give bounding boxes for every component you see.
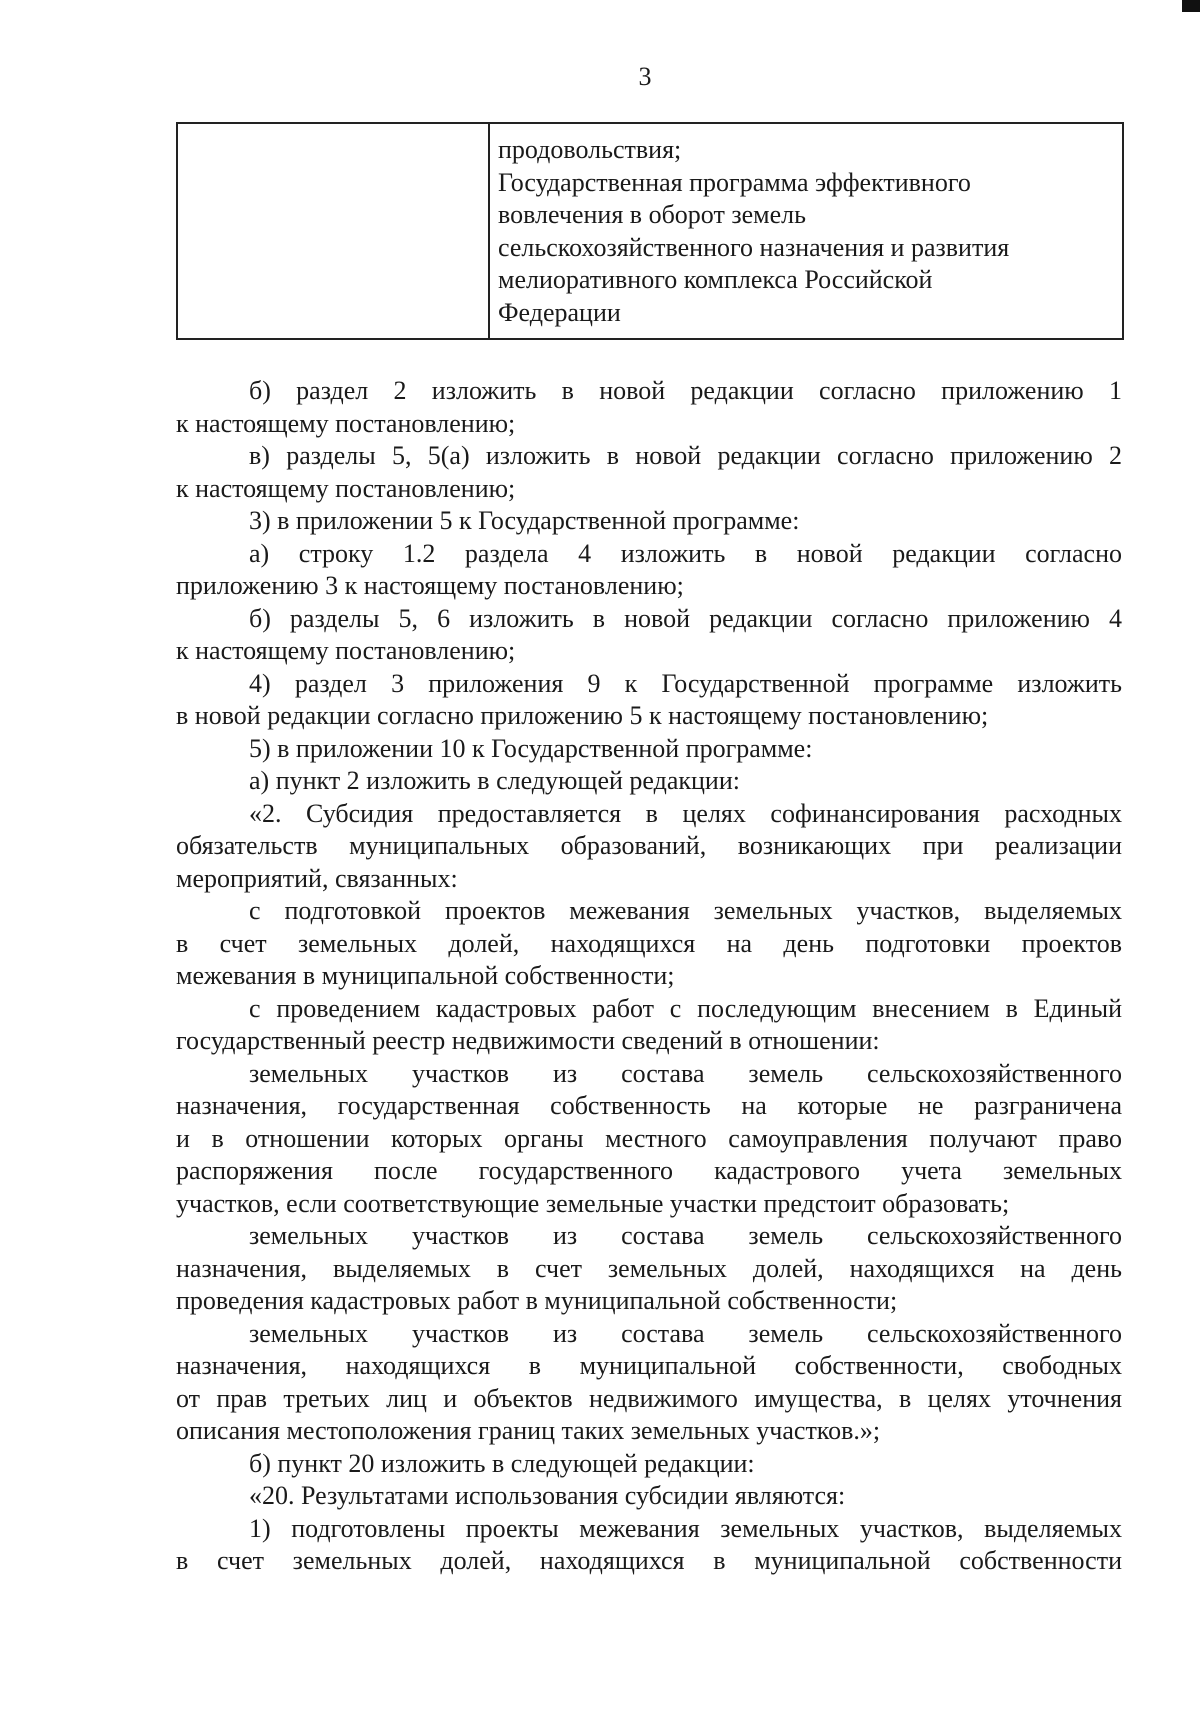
text-line: в счет земельных долей, находящихся в муниципальной собственности	[176, 1546, 1122, 1575]
table-line: мелиоративного комплекса Российской	[498, 265, 933, 295]
text-line: б) пункт 20 изложить в следующей редакции:	[249, 1448, 755, 1478]
document-body	[176, 375, 1122, 1578]
text-line: государственный реестр недвижимости сведений в отношении:	[176, 1026, 880, 1055]
text-line: обязательств муниципальных образований, возникающих при реализации	[176, 831, 1122, 860]
table-line: вовлечения в оборот земель	[498, 200, 806, 230]
text-line: земельных участков из состава земель сельскохозяйственного	[249, 1058, 1122, 1088]
text-line: в новой редакции согласно приложению 5 к настоящему постановлению;	[176, 701, 989, 730]
text-line: 3) в приложении 5 к Государственной программе:	[249, 506, 800, 535]
text-line: к настоящему постановлению;	[176, 473, 516, 503]
text-line: а) строку 1.2 раздела 4 изложить в новой редакции согласно	[249, 538, 1122, 568]
table-cell-right	[490, 124, 1122, 338]
text-line: межевания в муниципальной собственности;	[176, 961, 675, 990]
text-line: в) разделы 5, 5(а) изложить в новой редакции согласно приложению 2	[249, 441, 1122, 470]
table-line: сельскохозяйственного назначения и развития	[498, 232, 1010, 262]
text-line: земельных участков из состава земель сельскохозяйственного	[249, 1318, 1122, 1348]
text-line: 1) подготовлены проекты межевания земельных участков, выделяемых	[249, 1513, 1122, 1543]
text-line: в счет земельных долей, находящихся на день подготовки проектов	[176, 928, 1122, 958]
text-line: распоряжения после государственного кадастрового учета земельных	[176, 1156, 1122, 1185]
text-line: земельных участков из состава земель сельскохозяйственного	[249, 1221, 1122, 1250]
text-line: назначения, находящихся в муниципальной собственности, свободных	[176, 1351, 1122, 1380]
text-line: назначения, выделяемых в счет земельных долей, находящихся на день	[176, 1253, 1122, 1283]
page-number: 3	[638, 62, 652, 91]
text-line: б) разделы 5, 6 изложить в новой редакции согласно приложению 4	[249, 603, 1122, 633]
text-line: «20. Результатами использования субсидии являются:	[249, 1481, 846, 1510]
text-line: проведения кадастровых работ в муниципальной собственности;	[176, 1286, 898, 1315]
text-line: от прав третьих лиц и объектов недвижимого имущества, в целях уточнения	[176, 1383, 1122, 1413]
table-line: Государственная программа эффективного	[498, 167, 971, 197]
text-line: к настоящему постановлению;	[176, 408, 516, 438]
text-line: мероприятий, связанных:	[176, 863, 458, 893]
text-line: с подготовкой проектов межевания земельных участков, выделяемых	[249, 896, 1122, 925]
text-line: 5) в приложении 10 к Государственной программе:	[249, 733, 813, 763]
program-table	[176, 122, 1124, 340]
text-line: 4) раздел 3 приложения 9 к Государственной программе изложить	[249, 668, 1122, 698]
table-cell-left	[178, 124, 490, 338]
text-line: б) раздел 2 изложить в новой редакции согласно приложению 1	[249, 376, 1122, 405]
table-line: продовольствия;	[498, 135, 682, 164]
table-line: Федерации	[498, 297, 621, 327]
scan-corner-mark	[1182, 0, 1200, 12]
text-line: участков, если соответствующие земельные участки предстоит образовать;	[176, 1188, 1010, 1218]
text-line: «2. Субсидия предоставляется в целях софинансирования расходных	[249, 798, 1122, 828]
text-line: а) пункт 2 изложить в следующей редакции:	[249, 766, 740, 795]
text-line: приложению 3 к настоящему постановлению;	[176, 571, 684, 600]
text-line: описания местоположения границ таких земельных участков.»;	[176, 1416, 881, 1445]
text-line: к настоящему постановлению;	[176, 636, 516, 665]
text-line: с проведением кадастровых работ с последующим внесением в Единый	[249, 993, 1122, 1023]
text-line: и в отношении которых органы местного самоуправления получают право	[176, 1123, 1122, 1153]
text-line: назначения, государственная собственность на которые не разграничена	[176, 1091, 1122, 1120]
